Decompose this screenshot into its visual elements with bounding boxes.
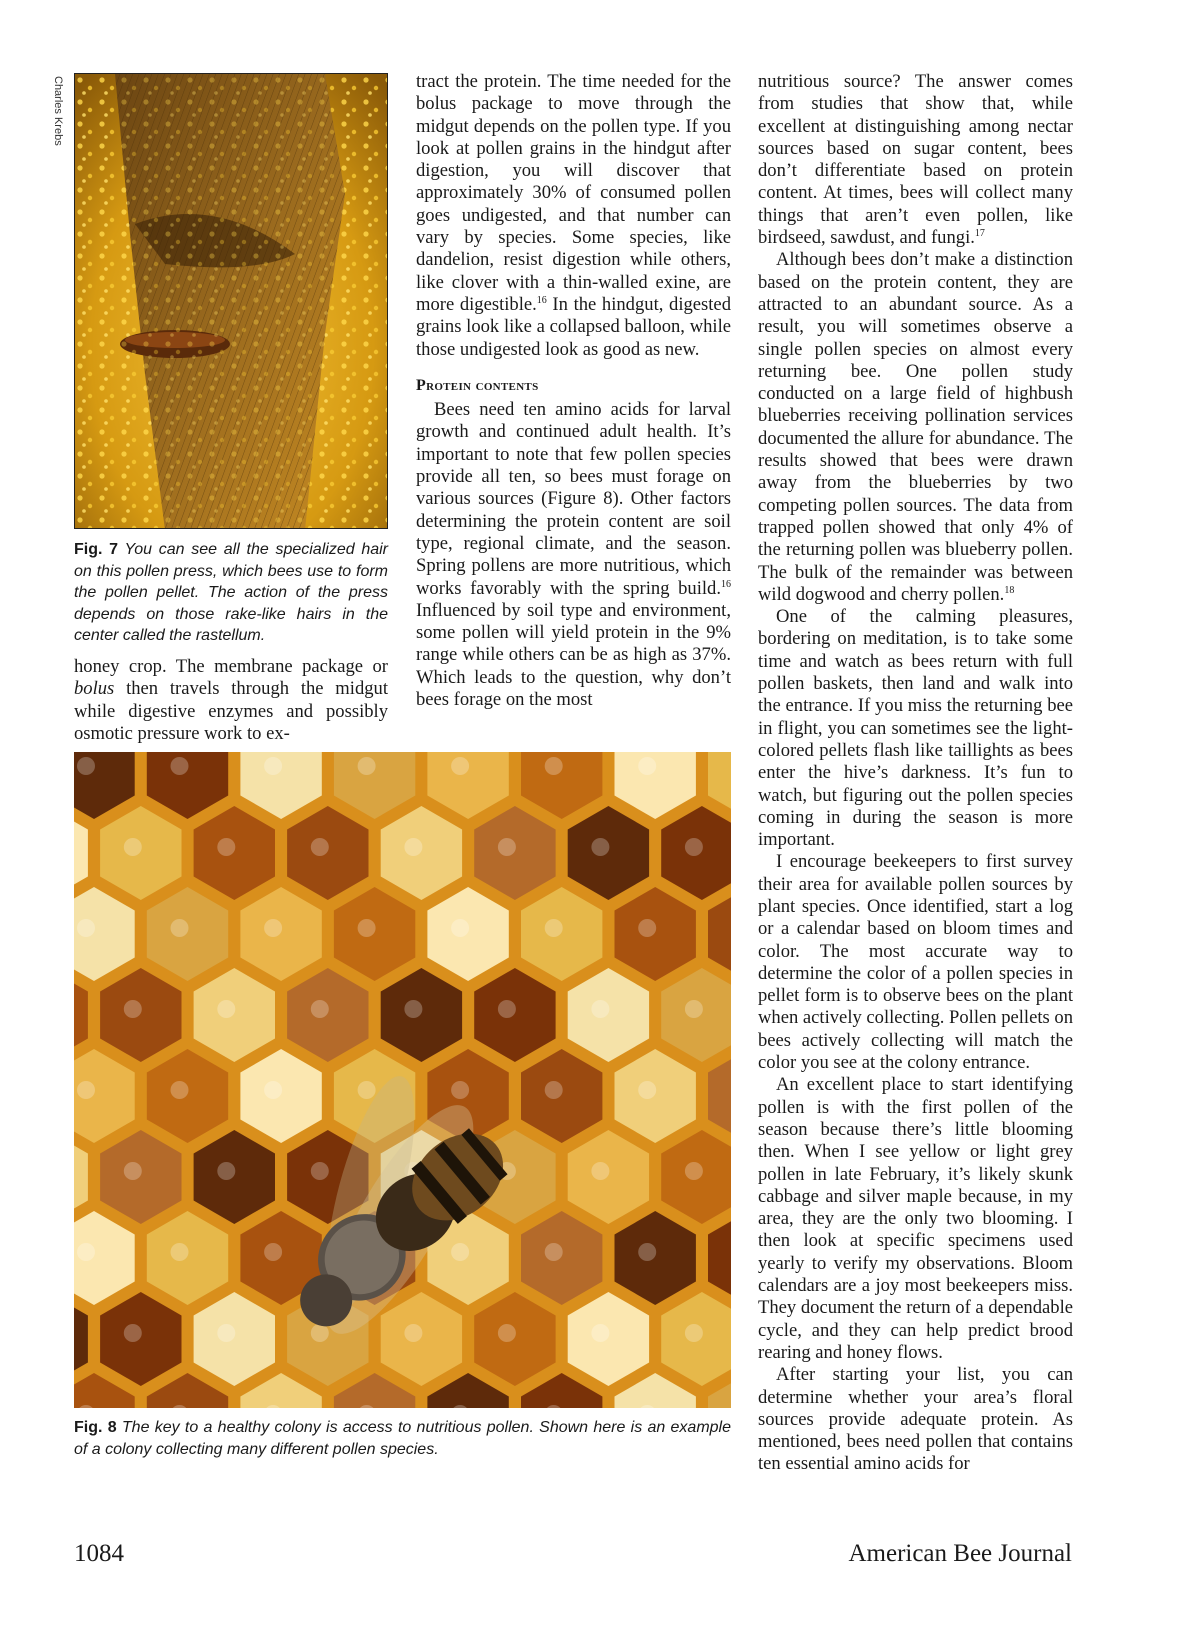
cell-highlight [591,1162,609,1180]
cell-highlight [77,1081,95,1099]
cell-highlight [77,757,95,775]
col3-paragraph-5: An excellent place to start identifying pollen is with the first pollen of the season because there’s little blooming then. When I see yellow or light grey pollen in late February, it’s likely skunk cabbage and silver maple because, in my area, they are the only two blooming. I then look at specific specimens used yearly to verify my observations. Bloom calendars are a joy most beekeepers miss. They document the return of a dependable cycle, and they can help predict brood rearing and honey flows. [758,1074,1073,1363]
cell-highlight [591,1000,609,1018]
cell-highlight [451,1081,469,1099]
cell-highlight [545,1081,563,1099]
col3-paragraph-1: nutritious source? The answer comes from studies that show that, while excellent at distinguishing among nectar sources based on sugar content, bees don’t differentiate based on protein content. At times, bees will collect many things that aren’t even pollen, like birdseed, sawdust, and fungi.$^{17}$ [758,71,1073,249]
cell-highlight [124,838,142,856]
cell-highlight [545,919,563,937]
cell-highlight [404,1324,422,1342]
col3-paragraph-3: One of the calming pleasures, bordering on meditation, is to take some time and watch as bees return with full pollen baskets, then land and walk into the entrance. If you miss the returning bee in flight, you can sometimes see the light-colored pellets flash like taillights as bees enter the hive’s darkness. It’s fun to watch, but figuring out the pollen species coming in during the season is more important. [758,606,1073,851]
cell-highlight [217,1162,235,1180]
cell-highlight [124,1000,142,1018]
fig8-caption [74,1417,731,1460]
cell-highlight [311,1000,329,1018]
cell-highlight [685,1000,703,1018]
cell-highlight [217,838,235,856]
fig7-caption-text: You can see all the specialized hair on this pollen press, which bees use to form the pollen pellet. The action of the press depends on those rake-like hairs in the center called the rastellum. [74,541,388,644]
bolus-term: bolus [74,678,115,700]
cell-highlight [217,1000,235,1018]
cell-highlight [498,1324,516,1342]
cell-highlight [545,1243,563,1261]
col2-paragraph-2: Bees need ten amino acids for larval growth and continued adult health. It’s important to note that few pollen species provide all ten, so bees must forage on various sources (Figure 8). Other factors determining the protein content are soil type, regional climate, and the season. Spring pollens are more nutritious, which works favorably with the spring build.$^{16}$ Influenced by soil type and environment, some pollen will yield protein in the 9% range while others can be as high as 37%. Which leads to the question, why don’t bees forage on the most [416,399,731,711]
cell-highlight [638,757,656,775]
col3-paragraph-2: Although bees don’t make a distinction based on the protein content, they are attracted to an abundant source. As a result, you will sometimes observe a single pollen species on almost every returning bee. One pollen study conducted on a large field of highbush blueberries receiving pollination services documented the allure for abundance. The results showed that bees were drawn away from the blueberries by two competing pollen sources. The data from trapped pollen showed that only 4% of the returning pollen was blueberry pollen. The bulk of the remainder was between wild dogwood and cherry pollen.$^{18}$ [758,249,1073,605]
cell-highlight [171,1081,189,1099]
cell-highlight [77,919,95,937]
cell-highlight [638,1243,656,1261]
fig7-caption [74,539,388,647]
honeycomb-image [74,752,731,1408]
column-3 [758,71,1073,1476]
footnote-ref: 18 [1004,584,1015,596]
cell-highlight [638,919,656,937]
section-heading-protein-contents: Protein contents [416,376,539,394]
cell-highlight [217,1324,235,1342]
cell-highlight [264,757,282,775]
footnote-ref: 16 [536,294,547,306]
cell-highlight [311,838,329,856]
cell-highlight [358,757,376,775]
cell-highlight [451,757,469,775]
cell-highlight [404,1000,422,1018]
cell-highlight [685,838,703,856]
col1-paragraph: honey crop. The membrane package or bolus then travels through the midgut while digestive enzymes and possibly osmotic pressure work to ex- [74,656,388,744]
cell-highlight [358,919,376,937]
cell-highlight [451,1243,469,1261]
cell-highlight [591,838,609,856]
fig7-photo-pollen-press [74,73,388,529]
fig8-caption-text: The key to a healthy colony is access to nutritious pollen. Shown here is an example of a colony collecting many different pollen species. [74,1419,732,1458]
footnote-ref: 16 [721,578,731,590]
pollen-press-image [75,74,388,529]
cell-highlight [638,1081,656,1099]
cell-highlight [311,1162,329,1180]
cell-highlight [685,1162,703,1180]
cell-highlight [124,1162,142,1180]
cell-highlight [171,1243,189,1261]
cell-highlight [77,1243,95,1261]
fig8-label: Fig. 8 [74,1419,117,1436]
fig8-photo-honeycomb [74,752,731,1408]
fig7-label: Fig. 7 [74,541,119,558]
cell-highlight [451,919,469,937]
cell-highlight [264,919,282,937]
journal-name: American Bee Journal [848,1540,1072,1567]
cell-highlight [685,1324,703,1342]
photo-credit: Charles Krebs [52,76,64,146]
cell-highlight [545,757,563,775]
cell-highlight [591,1324,609,1342]
cell-highlight [171,919,189,937]
cell-highlight [264,1243,282,1261]
column-1 [74,656,388,745]
page-number: 1084 [74,1540,124,1567]
cell-highlight [311,1324,329,1342]
col3-paragraph-6: After starting your list, you can determine whether your area’s floral sources provide adequate protein. As mentioned, bees need pollen that contains ten essential amino acids for [758,1364,1073,1475]
col2-paragraph-1: tract the protein. The time needed for the bolus package to move through the midgut depends on the pollen type. If you look at pollen grains in the hindgut after digestion, you will discover that approximately 30% of consumed pollen goes undigested, and that number can vary by species. Some species, like dandelion, resist digestion while others, like clover with a thin-walled exine, are more digestible.$^{16}$ In the hindgut, digested grains look like a collapsed balloon, while those undigested look as good as new. [416,71,731,360]
cell-highlight [124,1324,142,1342]
cell-highlight [358,1081,376,1099]
cell-highlight [498,1000,516,1018]
col3-paragraph-4: I encourage beekeepers to first survey their area for available pollen sources by plant species. Once identified, start a log or a calendar based on bloom times and color. The most accurate way to determine the color of a pollen species in pellet form is to observe bees on the plant when actively collecting. Pollen pellets on bees actively collecting will match the color you see at the colony entrance. [758,851,1073,1074]
cell-highlight [264,1081,282,1099]
cell-highlight [498,838,516,856]
column-2 [416,71,731,711]
cell-highlight [171,757,189,775]
cell-highlight [404,838,422,856]
footnote-ref: 17 [974,227,985,239]
